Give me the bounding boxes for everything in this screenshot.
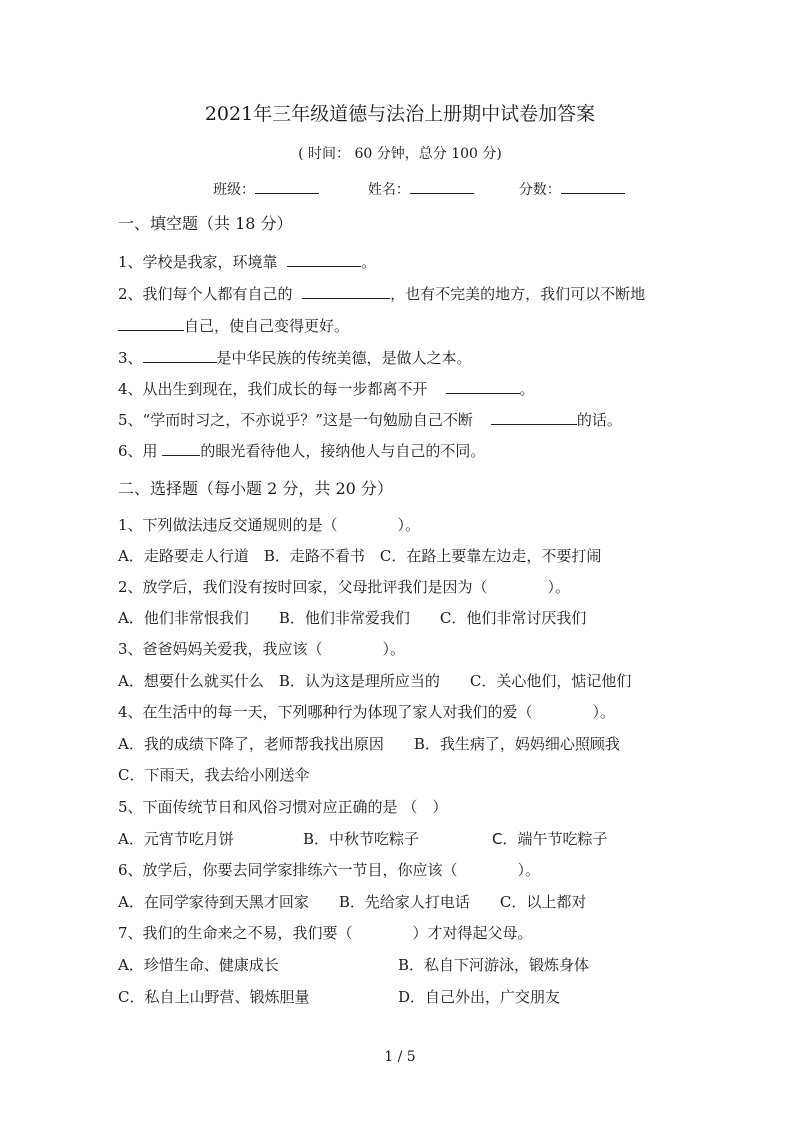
choice-question-7-option-d: D．自己外出，广交朋友 <box>398 988 561 1006</box>
name-blank[interactable] <box>410 179 474 194</box>
choice-question-4: 4、在生活中的每一天，下列哪种行为体现了家人对我们的爱（ ）。 <box>118 703 616 721</box>
answer-blank[interactable] <box>118 316 184 331</box>
score-label: 分数： <box>518 182 561 198</box>
choice-question-3: 3、爸爸妈妈关爱我，我应该（ ）。 <box>118 640 406 658</box>
fill-question-4: 4、从出生到现在，我们成长的每一步都离不开 。 <box>118 380 535 398</box>
fill-question-6: 6、用 的眼光看待他人，接纳他人与自己的不同。 <box>118 442 486 460</box>
fill-question-1: 1、学校是我家，环境靠 。 <box>118 253 377 271</box>
choice-question-5-option-a: A．元宵节吃月饼 <box>118 830 234 848</box>
choice-question-7: 7、我们的生命来之不易，我们要（ ）才对得起父母。 <box>118 924 533 942</box>
choice-question-1-options: A．走路要走人行道 B．走路不看书 C．在路上要靠左边走，不要打闹 <box>118 547 602 565</box>
fill-question-2: 2、我们每个人都有自己的 ，也有不完美的地方，我们可以不断地 <box>118 285 646 303</box>
fill-question-5: 5、“学而时习之，不亦说乎？”这是一句勉励自己不断 的话。 <box>118 411 622 429</box>
answer-blank[interactable] <box>491 410 577 425</box>
choice-question-2-options: A．他们非常恨我们 B．他们非常爱我们 C．他们非常讨厌我们 <box>118 609 587 627</box>
choice-question-3-options: A．想要什么就买什么 B．认为这是理所应当的 C．关心他们，惦记他们 <box>118 672 632 690</box>
choice-question-1: 1、下列做法违反交通规则的是（ ）。 <box>118 516 421 534</box>
choice-question-5: 5、下面传统节日和风俗习惯对应正确的是 （ ） <box>118 798 448 816</box>
choice-question-4-option-c: C．下雨天，我去给小刚送伞 <box>118 766 310 784</box>
choice-question-6-options: A．在同学家待到天黑才回家 B．先给家人打电话 C．以上都对 <box>118 893 587 911</box>
answer-blank[interactable] <box>302 284 390 299</box>
fill-question-3: 3、 是中华民族的传统美德，是做人之本。 <box>118 349 472 367</box>
choice-question-5-option-c: C．端午节吃粽子 <box>492 830 608 848</box>
class-blank[interactable] <box>255 179 319 194</box>
section-1-heading: 一、填空题（共 18 分） <box>118 214 293 233</box>
answer-blank[interactable] <box>287 252 361 267</box>
section-2-heading: 二、选择题（每小题 2 分，共 20 分） <box>118 479 393 498</box>
page-number: 1 / 5 <box>384 1049 416 1065</box>
choice-question-7-option-c: C．私自上山野营、锻炼胆量 <box>118 988 310 1006</box>
choice-question-2: 2、放学后，我们没有按时回家，父母批评我们是因为（ ）。 <box>118 578 571 596</box>
choice-question-7-option-a: A．珍惜生命、健康成长 <box>118 956 279 974</box>
student-info-row <box>213 179 625 200</box>
answer-blank[interactable] <box>446 379 520 394</box>
answer-blank[interactable] <box>162 441 200 456</box>
choice-question-5-option-b: B．中秋节吃粽子 <box>303 830 420 848</box>
fill-question-2-cont: 自己，使自己变得更好。 <box>118 316 349 336</box>
name-label: 姓名： <box>367 182 410 198</box>
choice-question-7-option-b: B．私自下河游泳，锻炼身体 <box>398 956 590 974</box>
class-label: 班级： <box>213 182 255 198</box>
choice-question-6: 6、放学后，你要去同学家排练六一节目，你应该（ ）。 <box>118 861 541 879</box>
answer-blank[interactable] <box>143 348 217 363</box>
exam-title: 2021年三年级道德与法治上册期中试卷加答案 <box>204 103 596 125</box>
choice-question-4-options: A．我的成绩下降了，老师帮我找出原因 B．我生病了，妈妈细心照顾我 <box>118 735 620 753</box>
exam-subtitle: ( 时间： 60 分钟，总分 100 分) <box>298 146 502 162</box>
score-blank[interactable] <box>561 179 625 194</box>
